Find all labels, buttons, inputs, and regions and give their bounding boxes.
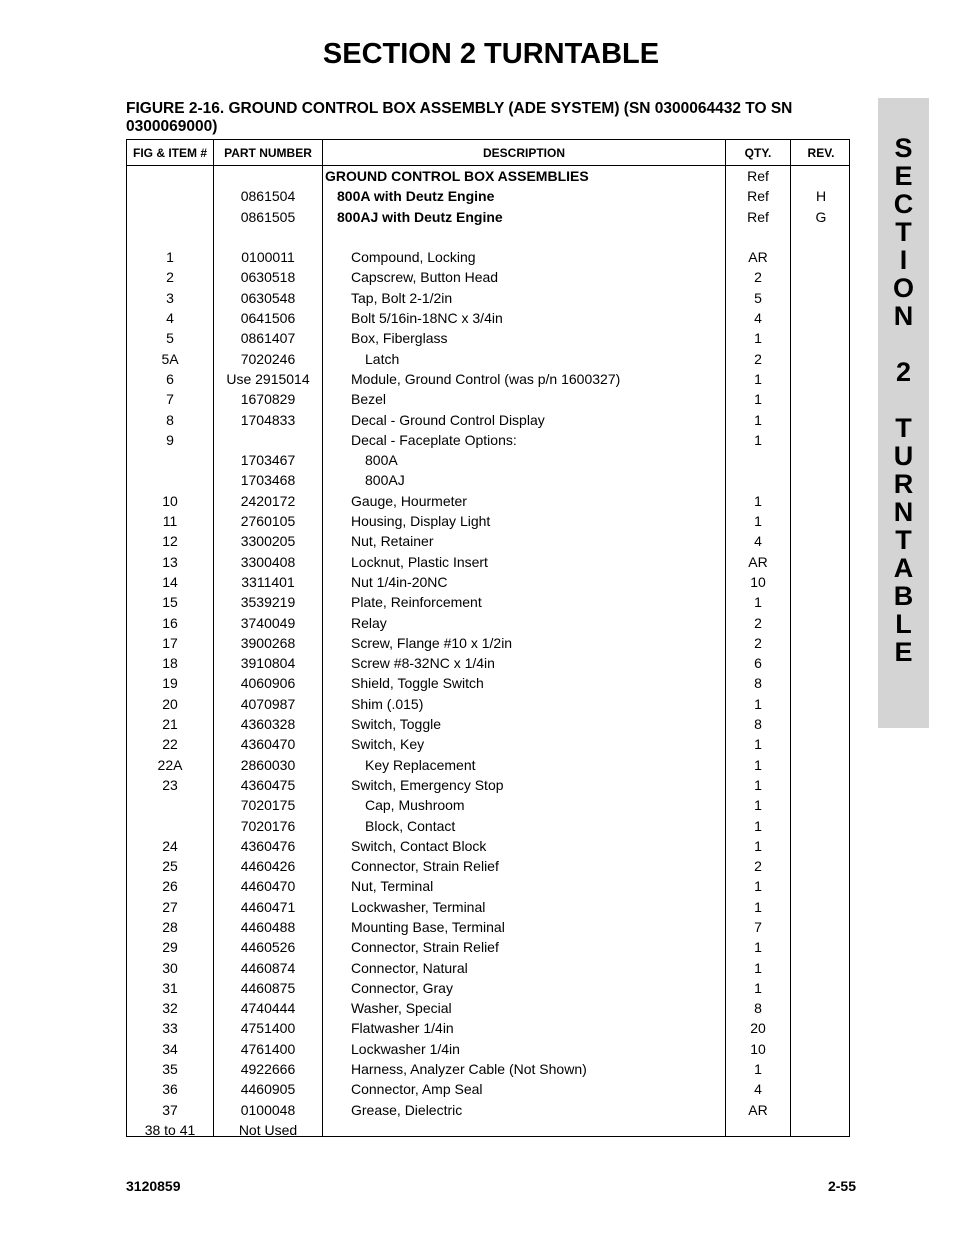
cell-part-number: 4460526 — [240, 939, 296, 956]
cell-description: Connector, Natural — [351, 959, 468, 976]
cell-qty: 1 — [754, 513, 762, 530]
table-row — [127, 1100, 849, 1120]
cell-qty: 1 — [754, 817, 762, 834]
cell-fig-item: 28 — [162, 918, 178, 935]
cell-part-number: 7020175 — [240, 797, 296, 814]
cell-fig-item: 37 — [162, 1101, 178, 1118]
header-rev: REV. — [807, 146, 835, 160]
side-tab-letter: E — [894, 161, 913, 191]
table-row — [127, 694, 849, 714]
figure-title: FIGURE 2-16. GROUND CONTROL BOX ASSEMBLY (ADE SYSTEM) (SN 0300064432 TO SN 0300069000) — [126, 100, 793, 135]
cell-description: Relay — [351, 614, 387, 631]
cell-qty: 1 — [754, 431, 762, 448]
cell-part-number: 4460488 — [240, 918, 296, 935]
cell-description: Block, Contact — [365, 817, 456, 834]
cell-fig-item: 23 — [162, 776, 178, 793]
table-row — [127, 511, 849, 531]
cell-fig-item: 3 — [166, 289, 174, 306]
cell-description: Shim (.015) — [351, 695, 424, 712]
cell-description: Latch — [365, 350, 400, 367]
cell-description: Cap, Mushroom — [365, 797, 465, 814]
table-row — [127, 795, 849, 815]
table-row — [127, 937, 849, 957]
cell-qty: 1 — [754, 776, 762, 793]
header-part-number: PART NUMBER — [224, 146, 312, 160]
cell-part-number: 4460875 — [240, 979, 296, 996]
cell-qty: 1 — [754, 878, 762, 895]
cell-fig-item: 14 — [162, 573, 178, 590]
cell-fig-item: 15 — [162, 594, 178, 611]
cell-qty: 1 — [754, 594, 762, 611]
cell-qty: 1 — [754, 959, 762, 976]
cell-part-number: 4360470 — [240, 736, 296, 753]
cell-description: Washer, Special — [351, 1000, 452, 1017]
side-tab-letter: T — [895, 217, 912, 247]
cell-part-number: 1704833 — [240, 411, 296, 428]
cell-description: Shield, Toggle Switch — [351, 675, 484, 692]
cell-part-number: 7020176 — [240, 817, 296, 834]
cell-part-number: 4460874 — [240, 959, 296, 976]
cell-fig-item: 19 — [162, 675, 178, 692]
side-tab-letter — [878, 330, 929, 358]
table-row — [127, 186, 849, 206]
table-row — [127, 227, 849, 247]
cell-fig-item: 34 — [162, 1040, 178, 1057]
cell-rev: H — [815, 188, 827, 205]
cell-qty: 8 — [754, 716, 762, 733]
table-row — [127, 856, 849, 876]
table-row — [127, 1059, 849, 1079]
cell-part-number: 4070987 — [240, 695, 296, 712]
table-row — [127, 592, 849, 612]
side-tab-letter: S — [894, 133, 913, 163]
cell-part-number: 0861407 — [240, 330, 296, 347]
cell-fig-item: 18 — [162, 655, 178, 672]
table-row — [127, 470, 849, 490]
side-tab-letter: T — [895, 525, 912, 555]
table-row — [127, 673, 849, 693]
table-row — [127, 998, 849, 1018]
cell-fig-item: 27 — [162, 898, 178, 915]
cell-part-number: 0100048 — [240, 1101, 296, 1118]
cell-qty: 8 — [754, 1000, 762, 1017]
table-row — [127, 166, 849, 186]
cell-qty: 8 — [754, 675, 762, 692]
cell-qty: AR — [748, 553, 768, 570]
cell-fig-item: 30 — [162, 959, 178, 976]
cell-qty: 4 — [754, 310, 762, 327]
cell-description: Mounting Base, Terminal — [351, 918, 505, 935]
cell-description: Plate, Reinforcement — [351, 594, 482, 611]
cell-fig-item: 20 — [162, 695, 178, 712]
cell-part-number: Use 2915014 — [226, 370, 310, 387]
table-row — [127, 450, 849, 470]
cell-description: Screw, Flange #10 x 1/2in — [351, 634, 513, 651]
page-number: 2-55 — [827, 1178, 856, 1194]
cell-fig-item: 5A — [161, 350, 179, 367]
table-row — [127, 633, 849, 653]
cell-fig-item: 29 — [162, 939, 178, 956]
cell-description: Nut, Retainer — [351, 533, 434, 550]
cell-fig-item: 24 — [162, 837, 178, 854]
section-side-tab — [878, 98, 929, 728]
cell-qty: 10 — [750, 1040, 766, 1057]
cell-qty: 2 — [754, 350, 762, 367]
table-row — [127, 552, 849, 572]
cell-qty: 2 — [754, 614, 762, 631]
cell-fig-item: 1 — [166, 249, 174, 266]
table-row — [127, 653, 849, 673]
document-number: 3120859 — [126, 1178, 181, 1194]
table-row — [127, 714, 849, 734]
cell-fig-item: 22 — [162, 736, 178, 753]
cell-part-number: 4460471 — [240, 898, 296, 915]
cell-part-number: 3539219 — [240, 594, 296, 611]
table-row — [127, 369, 849, 389]
cell-description: Compound, Locking — [351, 249, 476, 266]
table-row — [127, 288, 849, 308]
table-row — [127, 247, 849, 267]
cell-description: Switch, Emergency Stop — [351, 776, 504, 793]
cell-qty: 2 — [754, 858, 762, 875]
side-tab-letter: N — [893, 301, 914, 331]
cell-part-number: 1703467 — [240, 452, 296, 469]
cell-description: Lockwasher 1/4in — [351, 1040, 460, 1057]
table-row — [127, 531, 849, 551]
cell-description: Flatwasher 1/4in — [351, 1020, 454, 1037]
cell-qty: 1 — [754, 837, 762, 854]
table-row — [127, 389, 849, 409]
cell-qty: 10 — [750, 573, 766, 590]
table-row — [127, 897, 849, 917]
cell-description: Gauge, Hourmeter — [351, 492, 467, 509]
cell-part-number: 1670829 — [240, 391, 296, 408]
header-fig-item: FIG & ITEM # — [132, 146, 207, 160]
cell-qty: Ref — [747, 168, 769, 184]
cell-qty: 1 — [754, 898, 762, 915]
table-row — [127, 734, 849, 754]
cell-qty: 1 — [754, 756, 762, 773]
cell-description: Switch, Key — [351, 736, 425, 753]
cell-part-number: 0641506 — [240, 310, 296, 327]
cell-part-number: 4360476 — [240, 837, 296, 854]
cell-qty: AR — [748, 1101, 768, 1118]
cell-fig-item: 22A — [157, 756, 183, 773]
cell-description: Connector, Strain Relief — [351, 939, 499, 956]
cell-part-number: 3300205 — [240, 533, 296, 550]
cell-part-number: 4460905 — [240, 1081, 296, 1098]
table-row — [127, 816, 849, 836]
cell-qty: 1 — [754, 370, 762, 387]
table-row — [127, 613, 849, 633]
table-row — [127, 207, 849, 227]
parts-table — [126, 139, 850, 1137]
table-header — [127, 140, 849, 166]
cell-rev: G — [815, 208, 827, 225]
cell-fig-item: 11 — [162, 513, 178, 530]
cell-qty: 20 — [750, 1020, 766, 1037]
table-row — [127, 978, 849, 998]
cell-qty: 1 — [754, 939, 762, 956]
cell-description: 800A — [365, 452, 398, 469]
cell-fig-item: 33 — [162, 1020, 178, 1037]
cell-part-number: 3910804 — [240, 655, 296, 672]
cell-qty: 1 — [754, 492, 762, 509]
cell-fig-item: 4 — [166, 310, 174, 327]
cell-part-number: 0861505 — [240, 208, 296, 225]
cell-part-number: 0100011 — [241, 249, 295, 266]
cell-fig-item: 13 — [162, 553, 178, 570]
cell-part-number: 0861504 — [240, 188, 296, 205]
cell-part-number: 7020246 — [240, 350, 296, 367]
table-row — [127, 958, 849, 978]
cell-description: Locknut, Plastic Insert — [351, 553, 488, 570]
cell-description: Bezel — [351, 391, 387, 408]
cell-part-number: 2860030 — [240, 756, 296, 773]
side-tab-letter: C — [893, 189, 914, 219]
cell-qty: 2 — [754, 269, 762, 286]
cell-qty: 7 — [754, 918, 762, 935]
table-body — [127, 166, 849, 1140]
cell-part-number: 4922666 — [240, 1061, 296, 1078]
cell-fig-item: 25 — [162, 858, 178, 875]
cell-qty: 1 — [754, 979, 762, 996]
cell-fig-item: 31 — [162, 979, 178, 996]
cell-fig-item: 36 — [162, 1081, 178, 1098]
cell-qty: 2 — [754, 634, 762, 651]
table-row — [127, 267, 849, 287]
cell-part-number: 2420172 — [240, 492, 296, 509]
cell-description: Module, Ground Control (was p/n 1600327) — [351, 370, 621, 387]
cell-qty: 4 — [754, 1081, 762, 1098]
cell-part-number: 4360328 — [240, 716, 296, 733]
cell-qty: 1 — [754, 736, 762, 753]
cell-description: Connector, Gray — [351, 979, 453, 996]
cell-fig-item: 8 — [166, 411, 174, 428]
table-row — [127, 876, 849, 896]
cell-part-number: 4460470 — [240, 878, 296, 895]
cell-part-number: 3740049 — [240, 614, 296, 631]
cell-qty: Ref — [747, 188, 769, 205]
cell-description: Decal - Faceplate Options: — [351, 431, 517, 448]
cell-part-number: 3900268 — [240, 634, 296, 651]
cell-description: 800A with Deutz Engine — [337, 188, 495, 205]
cell-description: Grease, Dielectric — [351, 1101, 463, 1118]
cell-part-number: 1703468 — [240, 472, 296, 489]
cell-description: Nut, Terminal — [351, 878, 434, 895]
table-row — [127, 430, 849, 450]
cell-part-number: 4761400 — [240, 1040, 296, 1057]
cell-description: Screw #8-32NC x 1/4in — [351, 655, 495, 672]
cell-description: Switch, Toggle — [351, 716, 442, 733]
cell-fig-item: 26 — [162, 878, 178, 895]
table-row — [127, 1018, 849, 1038]
cell-qty: 6 — [754, 655, 762, 672]
cell-part-number: 4360475 — [240, 776, 296, 793]
cell-fig-item: 17 — [162, 634, 178, 651]
cell-description: GROUND CONTROL BOX ASSEMBLIES — [325, 168, 589, 184]
cell-description: Box, Fiberglass — [351, 330, 448, 347]
side-tab-letters — [878, 134, 929, 666]
cell-fig-item: 5 — [166, 330, 174, 347]
cell-description: Connector, Amp Seal — [351, 1081, 483, 1098]
side-tab-letter: T — [895, 413, 912, 443]
table-row — [127, 917, 849, 937]
cell-part-number: 0630548 — [240, 289, 296, 306]
cell-fig-item: 35 — [162, 1061, 178, 1078]
cell-qty: 1 — [754, 330, 762, 347]
table-row — [127, 572, 849, 592]
section-title: SECTION 2 TURNTABLE — [322, 38, 660, 70]
side-tab-letter: I — [899, 245, 908, 275]
cell-description: Harness, Analyzer Cable (Not Shown) — [351, 1061, 587, 1078]
cell-fig-item: 10 — [162, 492, 178, 509]
header-description: DESCRIPTION — [482, 146, 565, 160]
cell-description: 800AJ — [365, 472, 405, 489]
cell-part-number: Not Used — [238, 1121, 298, 1138]
side-tab-letter — [878, 386, 929, 414]
cell-part-number: 3300408 — [240, 553, 296, 570]
cell-part-number: 3311401 — [241, 573, 295, 590]
cell-fig-item: 9 — [166, 431, 174, 448]
table-row — [127, 836, 849, 856]
cell-description: Lockwasher, Terminal — [351, 898, 486, 915]
cell-part-number: 2760105 — [240, 513, 296, 530]
cell-fig-item: 6 — [166, 370, 174, 387]
cell-part-number: 4740444 — [240, 1000, 296, 1017]
header-qty: QTY. — [744, 146, 772, 160]
cell-qty: Ref — [747, 208, 769, 225]
cell-description: 800AJ with Deutz Engine — [337, 208, 503, 225]
table-row — [127, 775, 849, 795]
side-tab-letter: O — [892, 273, 914, 303]
cell-description: Key Replacement — [365, 756, 476, 773]
cell-fig-item: 12 — [162, 533, 178, 550]
cell-fig-item: 32 — [162, 1000, 178, 1017]
cell-fig-item: 38 to 41 — [144, 1121, 196, 1138]
cell-description: Tap, Bolt 2-1/2in — [351, 289, 453, 306]
cell-description: Bolt 5/16in-18NC x 3/4in — [351, 310, 503, 327]
cell-qty: 1 — [754, 797, 762, 814]
cell-description: Decal - Ground Control Display — [351, 411, 545, 428]
table-row — [127, 1120, 849, 1140]
cell-part-number: 0630518 — [240, 269, 296, 286]
cell-fig-item: 2 — [166, 269, 174, 286]
table-row — [127, 328, 849, 348]
cell-description: Capscrew, Button Head — [351, 269, 499, 286]
cell-fig-item: 21 — [162, 716, 178, 733]
cell-description: Housing, Display Light — [351, 513, 491, 530]
cell-qty: 4 — [754, 533, 762, 550]
table-row — [127, 308, 849, 328]
table-row — [127, 349, 849, 369]
cell-fig-item: 7 — [166, 391, 174, 408]
cell-qty: 1 — [754, 391, 762, 408]
cell-description: Switch, Contact Block — [351, 837, 487, 854]
cell-description: Nut 1/4in-20NC — [351, 573, 448, 590]
side-tab-letter: R — [893, 469, 914, 499]
side-tab-letter: B — [893, 581, 914, 611]
table-row — [127, 410, 849, 430]
table-row — [127, 755, 849, 775]
cell-part-number: 4460426 — [240, 858, 296, 875]
side-tab-letter: N — [893, 497, 914, 527]
cell-qty: AR — [748, 249, 768, 266]
cell-part-number: 4060906 — [240, 675, 296, 692]
cell-part-number: 4751400 — [240, 1020, 296, 1037]
side-tab-letter: U — [893, 441, 914, 471]
side-tab-letter: 2 — [895, 357, 912, 387]
table-row — [127, 491, 849, 511]
cell-qty: 1 — [754, 695, 762, 712]
side-tab-letter: L — [895, 609, 912, 639]
cell-fig-item: 16 — [162, 614, 178, 631]
cell-qty: 5 — [754, 289, 762, 306]
cell-qty: 1 — [754, 1061, 762, 1078]
side-tab-letter: A — [893, 553, 914, 583]
table-row — [127, 1079, 849, 1099]
cell-description: Connector, Strain Relief — [351, 858, 499, 875]
cell-qty: 1 — [754, 411, 762, 428]
side-tab-letter: E — [894, 637, 913, 667]
table-row — [127, 1039, 849, 1059]
